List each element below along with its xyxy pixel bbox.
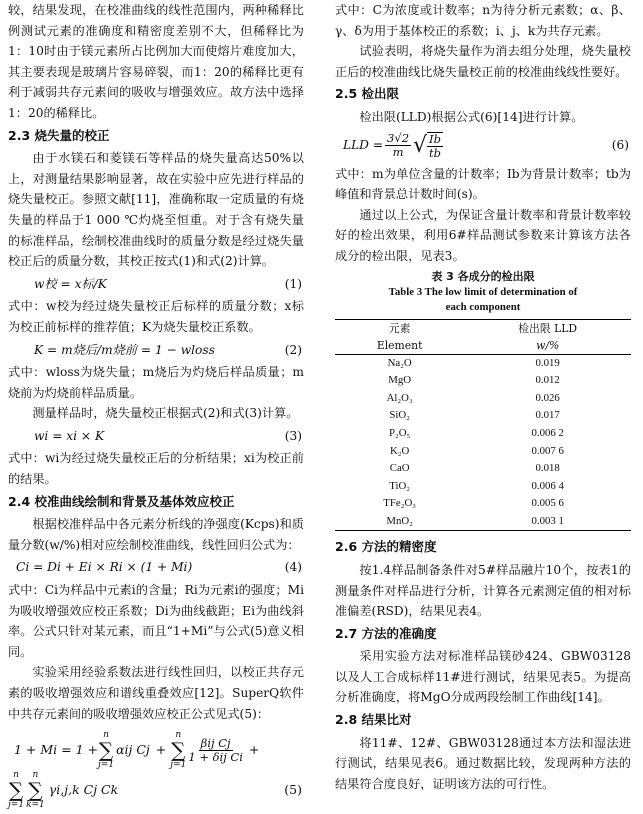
equation-term: αij Cj bbox=[116, 742, 150, 758]
paragraph: 将11#、12#、GBW03128通过本方法和湿法进行测试，结果见表6。通过数据比较，发现两种方法的结果符合度良好，证明该方法的可行性。 bbox=[335, 735, 631, 791]
paragraph: 式中：wloss为烧失量；m烧后为灼烧后样品质量；m烧前为灼烧前样品质量。 bbox=[8, 365, 304, 400]
table-row bbox=[335, 425, 631, 443]
paragraph: 实验采用经验系数法进行线性回归，以校正共存元素的吸收增强效应和谱线重叠效应[12]。SuperQ软件中共存元素间的吸收增强效应校正公式见式(5)： bbox=[8, 665, 304, 721]
equation-body: w校 = x标/K bbox=[34, 276, 107, 291]
equation-number: (3) bbox=[284, 428, 302, 443]
table-title-english: each component bbox=[445, 300, 521, 313]
equation-body: wi = xi × K bbox=[34, 428, 105, 443]
lld-cell: 0.005 6 bbox=[531, 497, 564, 510]
element-cell: MgO bbox=[388, 374, 412, 387]
lld-cell: 0.003 1 bbox=[464, 513, 631, 531]
lld-cell: 0.019 bbox=[535, 356, 560, 369]
paragraph: 通过以上公式，为保证含量计数率和背景计数率较好的检出效果，利用6#样品测试参数来计算该方法各成分的检出限，见表3。 bbox=[335, 207, 631, 263]
column-header: Element bbox=[335, 337, 464, 355]
paragraph: 式中：C为浓度或计数率；n为待分析元素数；α、β、γ、δ为用于基体校正的系数；i、j、k为共存元素。 bbox=[335, 3, 631, 38]
lld-cell: 0.006 4 bbox=[531, 479, 564, 492]
equation-number: (2) bbox=[284, 342, 302, 357]
section-heading-2-8: 2.8 结果比对 bbox=[335, 712, 412, 728]
paragraph: 式中：wi为经过烧失量校正后的分析结果；xi为校正前的结果。 bbox=[8, 451, 304, 487]
table-row bbox=[335, 478, 631, 496]
lld-cell: 0.017 bbox=[535, 409, 560, 422]
table-row bbox=[335, 354, 631, 372]
summation-symbol: n ∑ j=1 bbox=[98, 730, 115, 771]
equation-2 bbox=[8, 340, 304, 361]
equation-1 bbox=[8, 274, 304, 295]
element-cell: SiO₂ bbox=[389, 409, 410, 422]
column-header: 元素 bbox=[335, 319, 464, 337]
fraction: $\frac{\text{βij Cj}}{\text{1 + δij Ci}}$ bbox=[188, 735, 243, 764]
lld-cell: 0.006 2 bbox=[531, 427, 564, 440]
right-column bbox=[335, 0, 631, 794]
table-row bbox=[335, 495, 631, 513]
detection-limit-table bbox=[335, 319, 631, 532]
element-cell: Na₂O bbox=[387, 356, 412, 369]
lld-cell: 0.026 bbox=[535, 391, 560, 404]
paragraph: 试验表明，将烧失量作为消去组分处理，烧失量校正后的校准曲线比烧失量校正前的校准曲线线性要好。 bbox=[335, 44, 631, 79]
fraction: $\frac{Ib}{tb}$ bbox=[429, 131, 441, 160]
section-heading-2-6: 2.6 方法的精密度 bbox=[335, 539, 437, 555]
paragraph: 按1.4样品制备条件对5#样品融片10个，按表1的测量条件对样品进行分析，计算各元素测定值的相对标准偏差(RSD)，结果见表4。 bbox=[335, 562, 631, 619]
plus-sign: + bbox=[155, 742, 167, 758]
element-cell: TiO₂ bbox=[389, 479, 411, 492]
table-row bbox=[335, 442, 631, 460]
equation-body: Ci = Di + Ei × Ri × (1 + Mi) bbox=[16, 560, 193, 575]
equation-4 bbox=[8, 557, 304, 578]
table-row bbox=[335, 407, 631, 425]
element-cell: MnO₂ bbox=[335, 513, 464, 531]
equation-body: K = m烧后/m烧前 = 1 − wloss bbox=[34, 342, 215, 357]
equation-term: γi,j,k Cj Ck bbox=[48, 782, 119, 798]
summation-symbol: n ∑ k=1 bbox=[26, 770, 45, 811]
element-cell: CaO bbox=[389, 462, 410, 475]
column-header: w/% bbox=[464, 337, 631, 355]
paragraph: 式中：m为单位含量的计数率；Ib为背景计数率；tb为峰值和背景总计数时间(s)。 bbox=[335, 166, 631, 202]
equation-number: (5) bbox=[284, 782, 302, 798]
equation-number: (1) bbox=[284, 276, 302, 291]
table-row bbox=[335, 513, 631, 531]
paragraph: 由于水镁石和菱镁石等样品的烧失量高达50%以上，对测量结果影响显著，故在实验中应先进行样品的烧失量校正。参照文献[11]，准确称取一定质量的有烧失量的样品于1 000 ℃灼烧至恒重。对于含有烧失量的标准样品，绘制校准曲线时的质量分数是经过烧失量校正后的质量分数，其校正按式(1)和式(2)计算。 bbox=[8, 151, 304, 269]
column-header: 检出限 LLD bbox=[464, 319, 631, 337]
table-title-english: Table 3 The low limit of determination of bbox=[388, 285, 578, 298]
paragraph: 根据校准样品中各元素分析线的净强度(Kcps)和质量分数(w/%)相对应绘制校准曲线，线性回归公式为： bbox=[8, 517, 304, 552]
element-cell: Al₂O₃ bbox=[386, 391, 413, 404]
left-column bbox=[8, 0, 304, 814]
equation-number: (6) bbox=[611, 138, 629, 153]
table-row bbox=[335, 390, 631, 408]
paragraph: 采用实验方法对标准样品镁砂424、GBW03128以及人工合成标样11#进行测试，结果见表5。为提高分析准确度，将MgO分成两段绘制工作曲线[14]。 bbox=[335, 649, 631, 705]
table-title: 表 3 各成分的检出限 bbox=[431, 269, 535, 283]
equation-lhs: 1 + Mi = 1 + bbox=[14, 742, 98, 758]
section-heading-2-3: 2.3 烧失量的校正 bbox=[8, 127, 110, 143]
paragraph: 检出限(LLD)根据公式(6)[14]进行计算。 bbox=[359, 109, 584, 124]
lld-cell: 0.018 bbox=[535, 462, 560, 475]
lld-cell: 0.012 bbox=[535, 374, 560, 387]
table-row bbox=[335, 460, 631, 478]
paragraph: 测量样品时，烧失量校正根据式(2)和式(3)计算。 bbox=[32, 406, 299, 421]
section-heading-2-7: 2.7 方法的准确度 bbox=[335, 625, 437, 641]
equation-6 bbox=[335, 132, 631, 160]
equation-number: (4) bbox=[284, 560, 302, 575]
section-heading-2-4: 2.4 校准曲线绘制和背景及基体效应校正 bbox=[8, 493, 235, 509]
equation-lhs: LLD = bbox=[343, 138, 384, 153]
table-row bbox=[335, 372, 631, 390]
fraction: $\frac{3√2}{m}$ bbox=[387, 131, 410, 160]
summation-symbol: n ∑ j=1 bbox=[8, 770, 25, 811]
element-cell: K₂O bbox=[389, 444, 410, 457]
element-cell: P₂O₅ bbox=[388, 427, 411, 440]
paragraph: 式中：Ci为样品中元素i的含量；Ri为元素i的强度；Mi为吸收增强效应校正系数；Di为曲线截距；Ei为曲线斜率。公式只针对某元素，而且“1+Mi”与公式(5)意义相同。 bbox=[8, 583, 304, 659]
equation-5 bbox=[8, 730, 304, 810]
summation-symbol: n ∑ j=1 bbox=[170, 730, 187, 771]
paragraph: 较，结果发现，在校准曲线的线性范围内，两种稀释比例测试元素的准确度和精密度差别不大，但稀释比为1：10时由于镁元素所占比例加大而使熔片难度加大，其主要表现是玻璃片容易碎裂，而1：20的稀释比更有利于减弱共存元素间的吸收与增强效应。故方法中选择1：20的稀释比。 bbox=[8, 3, 304, 120]
paragraph: 式中：w校为经过烧失量校正后标样的质量分数；x标为校正前标样的推荐值；K为烧失量校正系数。 bbox=[8, 299, 304, 334]
sqrt-icon: √ bbox=[413, 132, 428, 158]
plus-sign: + bbox=[248, 742, 260, 758]
lld-cell: 0.007 6 bbox=[531, 444, 564, 457]
section-heading-2-5: 2.5 检出限 bbox=[335, 86, 399, 102]
element-cell: TFe₂O₃ bbox=[383, 497, 417, 510]
equation-3 bbox=[8, 426, 304, 447]
